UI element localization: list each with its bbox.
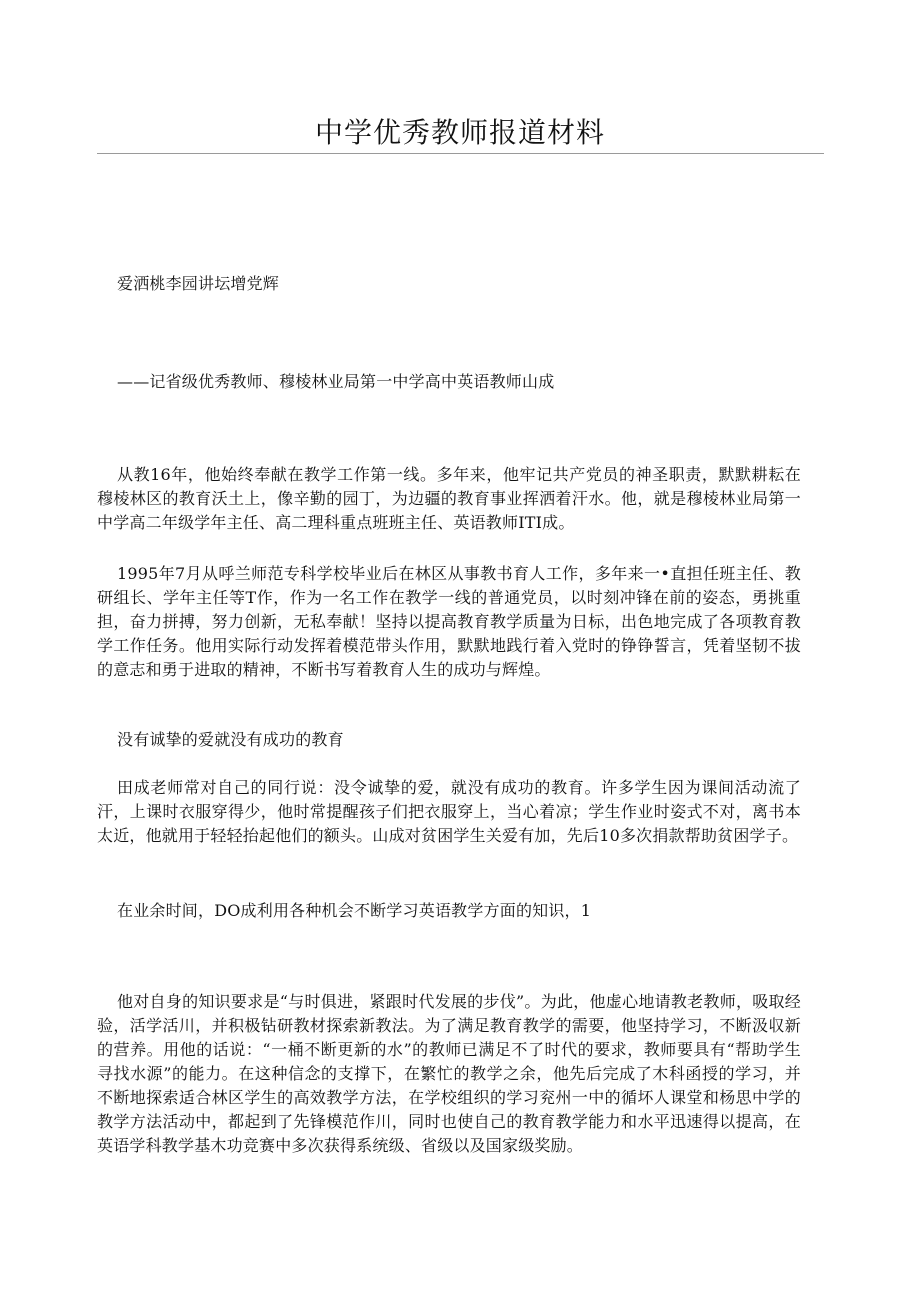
subtitle-heading: 爱洒桃李园讲坛增党辉 (117, 274, 280, 293)
body-paragraph-intro: 从教16年，他始终奉献在教学工作第一线。多年来，他牢记共产党员的神圣职责，默默耕耘在穆棱林区的教育沃土上，像辛勤的园丁，为边疆的教育事业挥洒着汗水。他，就是穆棱林业局第一中学高二年级学年主任、高二理科重点班班主任、英语教师ITI成。 (97, 465, 801, 532)
body-paragraph-learning: 他对自身的知识要求是“与时俱进，紧跟时代发展的步伐”。为此，他虚心地请教老教师，吸取经验，活学活川，并积极钻研教材探索新教法。为了满足教育教学的需要，他坚持学习，不断汲収新的营养。用他的话说：“一桶不断更新的水”的教师已满足不了时代的要求，教师要具有“帮助学生寻找水源”的能力。在这种信念的支撑下，在繁忙的教学之余，他先后完成了木科函授的学习，并不断地探索适合林区学生的高效教学方法，在学校组织的学习兖州一中的循坏人课堂和杨思中学的教学方法活动中，都起到了先锋模范作川，同时也使自己的教育教学能力和水平迅速得以提高，在英语学科教学基木功竞赛中多次获得系统级、省级以及国家级奖励。 (97, 992, 801, 1155)
body-paragraph-spare-time: 在业余时间，DO成利用各种机会不断学习英语教学方面的知识，1 (117, 901, 592, 920)
subtitle-byline: ——记省级优秀教师、穆棱林业局第一中学高中英语教师山成 (117, 372, 555, 391)
document-title: 中学优秀教师报道材料 (314, 116, 605, 149)
body-paragraph-care: 田成老师常对自己的同行说：没令诚挚的爱，就没有成功的教育。许多学生因为课间活动流了汗，上课时衣服穿得少，他时常提醒孩子们把衣服穿上，当心着凉；学生作业时姿式不对，离书本太近，他就用于轻轻抬起他们的额头。山成对贫困学生关爱有加，先后10多次捐款帮助贫困学子。 (97, 778, 801, 845)
title-divider (97, 153, 824, 154)
section-heading-love: 没有诚挚的爱就没有成功的教育 (117, 730, 344, 749)
body-paragraph-career: 1995年7月从呼兰师范专科学校毕业后在林区从事教书育人工作，多年来一•直担任班主任、教研组长、学年主任等T作，作为一名工作在教学一线的普通党员，以时刻冲锋在前的姿态，勇挑重担，奋力拼搏，努力创新，无私奉献！坚持以提高教育教学质量为日标，出色地完成了各项教育教学工作任务。他用实际行动发挥着模范带头作用，默默地践行着入党时的铮铮誓言，凭着坚韧不拔的意志和勇于进取的精神，不断书写着教育人生的成功与辉煌。 (97, 564, 801, 679)
